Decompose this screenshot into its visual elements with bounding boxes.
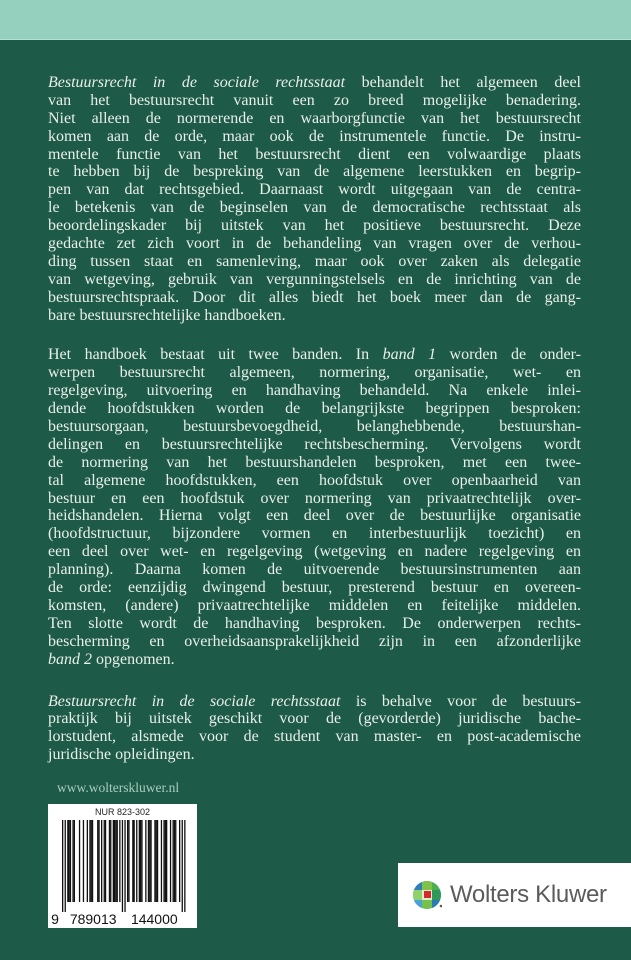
text: worden de onder- xyxy=(436,346,581,364)
barcode-bar xyxy=(127,820,128,902)
barcode-bar xyxy=(124,820,125,912)
blurb-line xyxy=(48,253,581,271)
text: bestuur en een hoofdstuk over normering van privaatrechtelijk over- xyxy=(48,489,581,507)
barcode-bar xyxy=(149,820,150,902)
italic-text: band 2 xyxy=(48,650,92,668)
blurb-line xyxy=(48,561,581,579)
barcode-bar xyxy=(140,820,141,902)
blurb-line xyxy=(48,271,581,289)
barcode-bar xyxy=(67,820,68,902)
text: bescherming en overheidsaansprakelijkheid zijn in een afzonderlijke xyxy=(48,632,581,650)
barcode-bar xyxy=(91,820,92,902)
blurb-line xyxy=(48,346,581,364)
blurb-line xyxy=(48,543,581,561)
text: de orde: eenzijdig dwingend bestuur, presterend bestuur en overeen- xyxy=(48,579,581,597)
text: werpen bestuursrecht algemeen, normering, organisatie, wet- en xyxy=(48,364,581,382)
blurb-line xyxy=(48,217,581,235)
isbn-barcode xyxy=(48,804,197,928)
blurb-line xyxy=(48,163,581,181)
barcode-bar xyxy=(141,820,142,902)
text: bestuursorgaan, bestuursbevoegdheid, belanghebbende, bestuurshan- xyxy=(48,418,581,436)
text: een deel over wet- en regelgeving (wetgeving en nadere regelgeving en xyxy=(48,543,581,561)
text: bestuursrechtspraak. Door dit alles biedt het boek meer dan de gang- xyxy=(48,288,581,306)
cover-top-band xyxy=(0,0,631,40)
text: ding tussen staat en samenleving, maar ook over zaken als delegatie xyxy=(48,252,581,270)
blurb-paragraph xyxy=(48,693,581,765)
publisher-website: www.wolterskluwer.nl xyxy=(57,780,180,795)
text: delingen en bestuursrechtelijke rechtsbescherming. Vervolgens wordt xyxy=(48,435,581,453)
barcode-bar xyxy=(104,820,105,902)
blurb-line xyxy=(48,364,581,382)
text: opgenomen. xyxy=(92,650,175,668)
blurb-line xyxy=(48,382,581,400)
barcode-bar xyxy=(154,820,155,902)
wolters-kluwer-globe-icon xyxy=(412,880,442,910)
blurb-paragraph xyxy=(48,346,581,668)
text: bare bestuursrechtelijke handboeken. xyxy=(48,306,286,324)
barcode-bar xyxy=(98,820,99,902)
text: behandelt het algemeen deel xyxy=(345,74,581,91)
barcode-bar xyxy=(69,820,70,902)
barcode-bar xyxy=(157,820,158,902)
text: tal algemene hoofdstukken, een hoofdstuk over openbaarheid van xyxy=(48,471,581,489)
text: van het bestuursrecht vanuit een zo breed mogelijke benadering. xyxy=(48,91,581,109)
blurb-line xyxy=(48,579,581,597)
blurb-line xyxy=(48,92,581,110)
barcode-bar xyxy=(139,820,140,902)
publisher-name: Wolters Kluwer xyxy=(450,881,607,908)
barcode-bar xyxy=(97,820,98,902)
blurb-paragraph xyxy=(48,74,581,324)
text: pen van dat rechtsgebied. Daarnaast wordt uitgegaan van de centra- xyxy=(48,181,581,199)
barcode-bar xyxy=(122,820,123,912)
text: te hebben bij de bespreking van de algemene leerstukken en begrip- xyxy=(48,163,581,181)
barcode-bar xyxy=(166,820,167,902)
barcode-bars xyxy=(48,820,197,928)
barcode-bar xyxy=(175,820,176,902)
barcode-bar xyxy=(182,820,183,912)
italic-text: band 1 xyxy=(382,346,437,364)
blurb-line xyxy=(48,746,581,764)
text: (hoofdstructuur, bijzondere vormen en interbestuurlijk toezicht) en xyxy=(48,525,581,543)
text: le betekenis van de beginselen van de democratische rechtsstaat als xyxy=(48,199,581,217)
barcode-bar xyxy=(79,820,80,902)
blurb-line xyxy=(48,307,581,325)
barcode-bar xyxy=(115,820,116,902)
barcode-bar xyxy=(161,820,162,902)
barcode-bar xyxy=(92,820,93,902)
text: is behalve voor de bestuurs- xyxy=(340,692,581,710)
barcode-bar xyxy=(165,820,166,902)
barcode-bar xyxy=(83,820,84,902)
blurb-line xyxy=(48,597,581,615)
blurb-line xyxy=(48,693,581,711)
blurb-line xyxy=(48,633,581,651)
barcode-bar xyxy=(114,820,115,902)
barcode-right-digits: 144000 xyxy=(130,911,178,927)
text: juridische opleidingen. xyxy=(48,746,195,764)
publisher-logo xyxy=(398,863,631,927)
barcode-bar xyxy=(74,820,75,902)
barcode-bar xyxy=(136,820,137,902)
text: mentele functie van het bestuursrecht dient een volwaardige plaats xyxy=(48,145,581,163)
barcode-bar xyxy=(70,820,71,902)
barcode-first-digit: 9 xyxy=(51,911,59,927)
text: dende hoofdstukken worden de belangrijkste begrippen besproken: xyxy=(48,400,581,418)
barcode-bar xyxy=(170,820,171,902)
barcode-bar xyxy=(173,820,174,902)
blurb-line xyxy=(48,436,581,454)
blurb-line xyxy=(48,615,581,633)
barcode-left-digits: 789013 xyxy=(69,911,117,927)
barcode-bar xyxy=(89,820,90,902)
text: regelgeving, uitvoering en handhaving behandeld. Na enkele inlei- xyxy=(48,382,581,400)
blurb-line xyxy=(48,472,581,490)
blurb-line xyxy=(48,454,581,472)
text: beoordelingskader bij uitstek van het positieve bestuursrecht. Deze xyxy=(48,217,581,235)
text: de normering van het bestuurshandelen besproken, met een twee- xyxy=(48,453,581,471)
back-cover-blurb xyxy=(48,74,581,764)
barcode-bar xyxy=(101,820,102,902)
blurb-line xyxy=(48,128,581,146)
blurb-line xyxy=(48,418,581,436)
barcode-bar xyxy=(72,820,73,902)
barcode-bar xyxy=(134,820,135,902)
text: lorstudent, alsmede voor de student van master- en post-academische xyxy=(48,728,581,746)
barcode-bar xyxy=(109,820,110,902)
text: planning). Daarna komen de uitvoerende bestuursinstrumenten aan xyxy=(48,561,581,579)
blurb-line xyxy=(48,728,581,746)
italic-text: Bestuursrecht in de sociale rechtsstaat xyxy=(48,692,341,710)
barcode-bar xyxy=(163,820,164,902)
barcode-bar xyxy=(62,820,63,912)
text: komsten, (andere) privaatrechtelijke middelen en feitelijke middelen. xyxy=(48,596,581,614)
blurb-line xyxy=(48,110,581,128)
text: gedachte zet zich voort in de behandeling van vragen over de verhou- xyxy=(48,235,581,253)
text: komen aan de orde, maar ook de instrumentele functie. De instru- xyxy=(48,127,581,145)
barcode-bar xyxy=(145,820,146,902)
barcode-bar xyxy=(132,820,133,902)
barcode-bar xyxy=(150,820,151,902)
blurb-line xyxy=(48,710,581,728)
barcode-bar xyxy=(128,820,129,902)
text: praktijk bij uitstek geschikt voor de (gevorderde) juridische bache- xyxy=(48,710,581,728)
blurb-line xyxy=(48,507,581,525)
text: heidshandelen. Hierna volgt een deel over de bestuurlijke organisatie xyxy=(48,507,581,525)
barcode-bar xyxy=(174,820,175,902)
barcode-bar xyxy=(179,820,180,902)
barcode-bar xyxy=(113,820,114,902)
blurb-line xyxy=(48,490,581,508)
text: Niet alleen de normerende en waarborgfunctie van het bestuursrecht xyxy=(48,109,581,127)
barcode-bar xyxy=(87,820,88,902)
barcode-bar xyxy=(105,820,106,902)
blurb-line xyxy=(48,235,581,253)
text: Het handboek bestaat uit twee banden. In xyxy=(48,346,383,364)
nur-code: NUR 823-302 xyxy=(94,807,151,817)
barcode-bar xyxy=(119,820,120,902)
blurb-line xyxy=(48,289,581,307)
blurb-line xyxy=(48,651,581,669)
barcode-bar xyxy=(156,820,157,902)
blurb-line xyxy=(48,181,581,199)
blurb-line xyxy=(48,146,581,164)
blurb-line xyxy=(48,400,581,418)
barcode-bar xyxy=(184,820,185,912)
barcode-bar xyxy=(117,820,118,902)
barcode-bar xyxy=(110,820,111,902)
blurb-line xyxy=(48,525,581,543)
barcode-bar xyxy=(65,820,66,912)
italic-text: Bestuursrecht in de sociale rechtsstaat xyxy=(48,74,346,91)
blurb-line xyxy=(48,199,581,217)
blurb-line xyxy=(48,74,581,92)
text: van wetgeving, gebruik van vergunningstelsels en de inrichting van de xyxy=(48,270,581,288)
text: Ten slotte wordt de handhaving besproken. De onderwerpen rechts- xyxy=(48,614,581,632)
barcode-bar xyxy=(148,820,149,902)
